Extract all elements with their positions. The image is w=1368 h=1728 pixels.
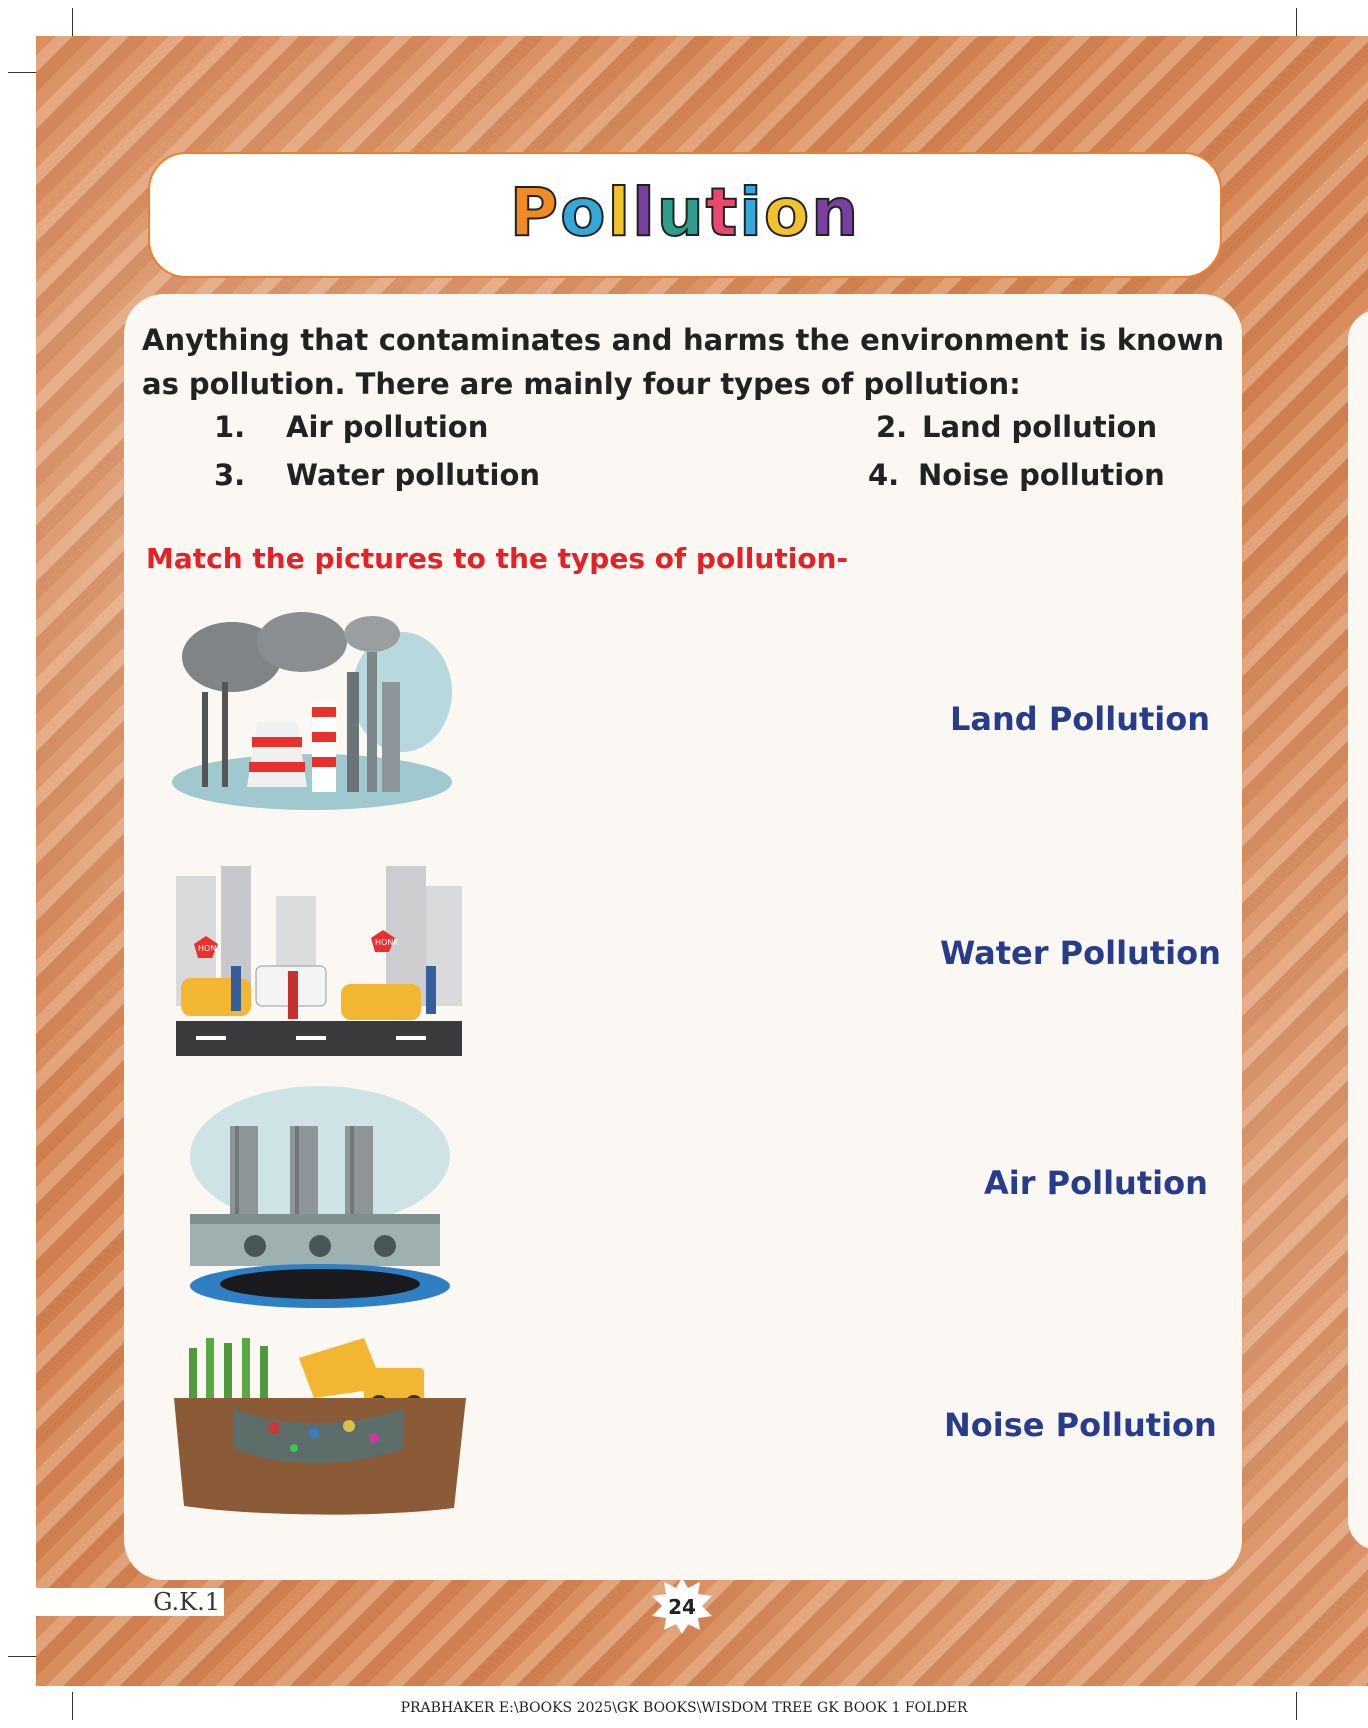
adjacent-page-edge xyxy=(1348,310,1368,1550)
type-label-noise: Noise pollution xyxy=(918,458,1165,492)
match-label-land: Land Pollution xyxy=(950,700,1210,738)
crop-mark xyxy=(1296,8,1297,36)
title-letter: n xyxy=(811,174,861,251)
type-number-3: 3. xyxy=(214,458,246,492)
instruction-text: Match the pictures to the types of pollution- xyxy=(146,542,849,575)
crop-mark xyxy=(8,1656,36,1657)
title-letter: o xyxy=(560,174,608,251)
page-number: 24 xyxy=(668,1595,696,1619)
match-label-air: Air Pollution xyxy=(984,1164,1208,1202)
title-letter: o xyxy=(763,174,812,251)
factory-water-picture xyxy=(190,1086,452,1312)
title-letter: u xyxy=(656,174,706,251)
type-label-land: Land pollution xyxy=(922,410,1158,444)
page-title-text xyxy=(510,174,861,251)
title-letter: i xyxy=(739,174,764,251)
match-label-water: Water Pollution xyxy=(940,934,1221,972)
type-label-water: Water pollution xyxy=(286,458,541,492)
title-letter: l xyxy=(632,174,657,251)
title-letter: t xyxy=(705,174,740,251)
type-number-2: 2. xyxy=(876,410,908,444)
printer-line: PRABHAKER E:\BOOKS 2025\GK BOOKS\WISDOM TREE GK BOOK 1 FOLDER xyxy=(400,1700,968,1716)
crop-mark xyxy=(72,8,73,36)
type-number-4: 4. xyxy=(868,458,900,492)
type-label-air: Air pollution xyxy=(286,410,489,444)
page-title xyxy=(150,174,1220,251)
book-label: G.K.1 xyxy=(36,1588,224,1616)
type-number-1: 1. xyxy=(214,410,246,444)
intro-paragraph: Anything that contaminates and harms the environment is known as pollution. There are mainly four types of pollution: xyxy=(142,323,1224,401)
traffic-noise-picture xyxy=(176,866,462,1056)
honk-label: HONK xyxy=(198,944,222,953)
factory-smoke-picture xyxy=(172,612,462,812)
crop-mark xyxy=(8,72,36,73)
match-label-noise: Noise Pollution xyxy=(944,1406,1217,1444)
title-letter: l xyxy=(607,174,633,251)
title-box xyxy=(148,152,1222,278)
honk-label: HONK xyxy=(375,938,399,947)
garbage-dump-picture xyxy=(174,1338,466,1518)
title-letter: P xyxy=(509,174,561,251)
